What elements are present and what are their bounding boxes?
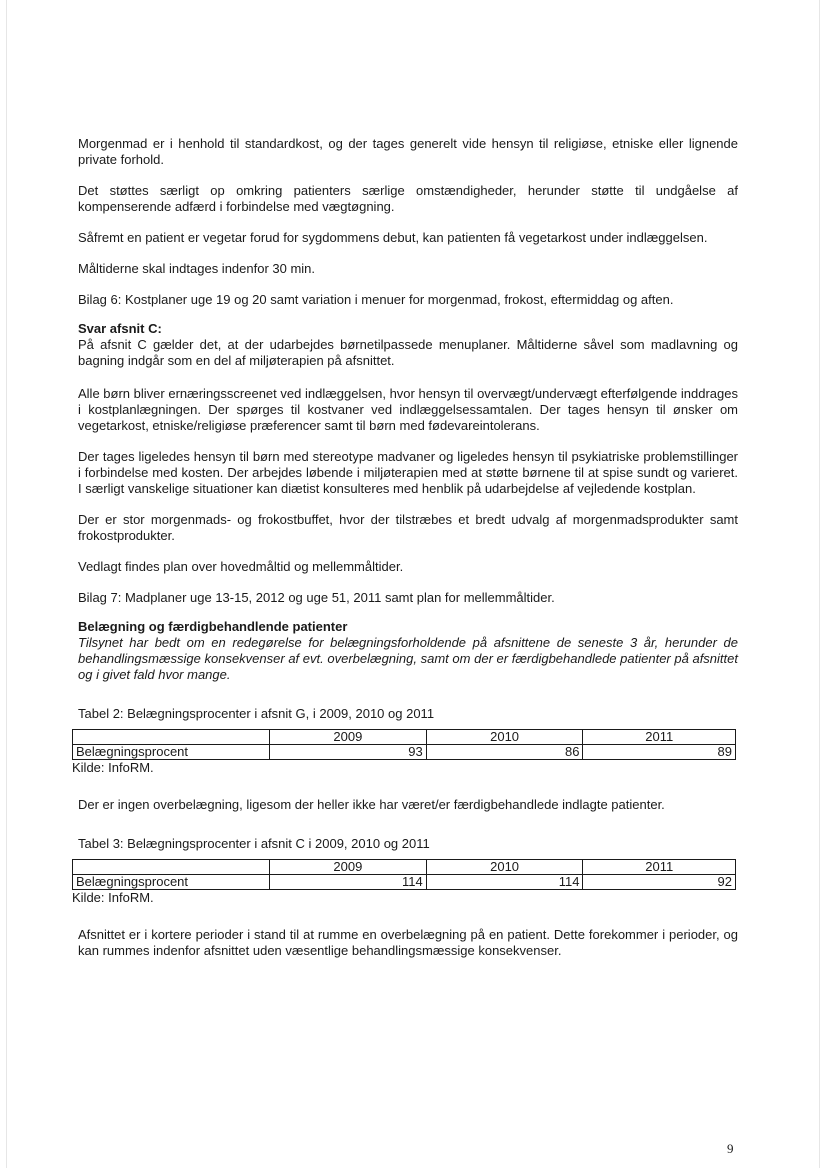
table-year-cell: 2011 xyxy=(583,730,736,745)
paragraph-appendix-6: Bilag 6: Kostplaner uge 19 og 20 samt variation i menuer for morgenmad, frokost, eftermiddag og aften. xyxy=(78,292,674,307)
paragraph-no-overoccupancy: Der er ingen overbelægning, ligesom der heller ikke har været/er færdigbehandlede indlagte patienter. xyxy=(78,797,665,812)
table-year-cell: 2010 xyxy=(426,730,583,745)
table-value-cell: 93 xyxy=(270,745,427,760)
page-number: 9 xyxy=(727,1141,734,1156)
table-row xyxy=(73,875,736,890)
table3-caption: Tabel 3: Belægningsprocenter i afsnit C i 2009, 2010 og 2011 xyxy=(78,836,430,851)
table-year-cell: 2010 xyxy=(426,860,583,875)
table-value-cell: 114 xyxy=(270,875,427,890)
section-c-heading: Svar afsnit C: xyxy=(78,321,162,336)
table-header-row xyxy=(73,730,736,745)
paragraph-c-plan: Vedlagt findes plan over hovedmåltid og mellemmåltider. xyxy=(78,559,404,574)
paragraph-vegetarian: Såfremt en patient er vegetar forud for sygdommens debut, kan patienten få vegetarkost under indlæggelsen. xyxy=(78,230,708,245)
occupancy-heading: Belægning og færdigbehandlende patienter xyxy=(78,619,348,634)
paragraph-breakfast: Morgenmad er i henhold til standardkost, og der tages generelt vide hensyn til religiøse, etniske eller lignende private forhold. xyxy=(78,136,738,167)
table-row xyxy=(73,745,736,760)
paragraph-appendix-7: Bilag 7: Madplaner uge 13-15, 2012 og uge 51, 2011 samt plan for mellemmåltider. xyxy=(78,590,555,605)
table3-source: Kilde: InfoRM. xyxy=(72,890,154,905)
table-value-cell: 114 xyxy=(426,875,583,890)
table2-caption: Tabel 2: Belægningsprocenter i afsnit G, i 2009, 2010 og 2011 xyxy=(78,706,435,721)
table-year-cell: 2011 xyxy=(583,860,736,875)
table-corner-cell xyxy=(73,730,270,745)
table-value-cell: 92 xyxy=(583,875,736,890)
table-corner-cell xyxy=(73,860,270,875)
table2-source: Kilde: InfoRM. xyxy=(72,760,154,775)
document-page xyxy=(72,136,738,974)
paragraph-support: Det støttes særligt op omkring patienters særlige omstændigheder, herunder støtte til undgåelse af kompenserende adfærd i forbindelse med vægtøgning. xyxy=(78,183,738,214)
table3-occupancy-c xyxy=(72,859,736,890)
table-header-row xyxy=(73,860,736,875)
paragraph-c-menus: På afsnit C gælder det, at der udarbejdes børnetilpassede menuplaner. Måltiderne såvel som madlavning og bagning indgår som en del af miljøterapien på afsnittet. xyxy=(78,337,738,368)
table-row-label: Belægningsprocent xyxy=(73,875,270,890)
table-year-cell: 2009 xyxy=(270,860,427,875)
paragraph-c-stereotype: Der tages ligeledes hensyn til børn med stereotype madvaner og ligeledes hensyn til psykiatriske problemstillinger i forbindelse med kosten. Der arbejdes løbende i miljøterapien med at støtte børnene til at spise sundt og varieret. I særligt vanskelige situationer kan diætist konsulteres med henblik på udarbejdelse af vejledende kostplan. xyxy=(78,449,738,496)
table-year-cell: 2009 xyxy=(270,730,427,745)
scan-edge-right xyxy=(819,0,820,1168)
table-value-cell: 86 xyxy=(426,745,583,760)
table-row-label: Belægningsprocent xyxy=(73,745,270,760)
paragraph-meal-time: Måltiderne skal indtages indenfor 30 min. xyxy=(78,261,316,276)
table2-occupancy-g xyxy=(72,729,736,760)
scan-edge-left xyxy=(6,0,7,1168)
paragraph-closing: Afsnittet er i kortere perioder i stand til at rumme en overbelægning på en patient. Dette forekommer i perioder, og kan rummes indenfor afsnittet uden væsentlige behandlingsmæssige konsekvenser. xyxy=(78,927,738,958)
occupancy-question: Tilsynet har bedt om en redegørelse for belægningsforholdende på afsnittene de seneste 3 år, herunder de behandlingsmæssige konsekvenser af evt. overbelægning, samt om der er færdigbehandlede patienter på afsnittet og i givet fald hvor mange. xyxy=(78,635,738,682)
paragraph-c-buffet: Der er stor morgenmads- og frokostbuffet, hvor der tilstræbes et bredt udvalg af morgenmadsprodukter samt frokostprodukter. xyxy=(78,512,738,543)
paragraph-c-screening: Alle børn bliver ernæringsscreenet ved indlæggelsen, hvor hensyn til overvægt/undervægt efterfølgende inddrages i kostplanlægningen. Der spørges til kostvaner ved indlæggelsessamtalen. Der tages hensyn til ønsker om vegetarkost, etniske/religiøse præferencer samt til børn med fødevareintolerans. xyxy=(78,386,738,433)
table-value-cell: 89 xyxy=(583,745,736,760)
